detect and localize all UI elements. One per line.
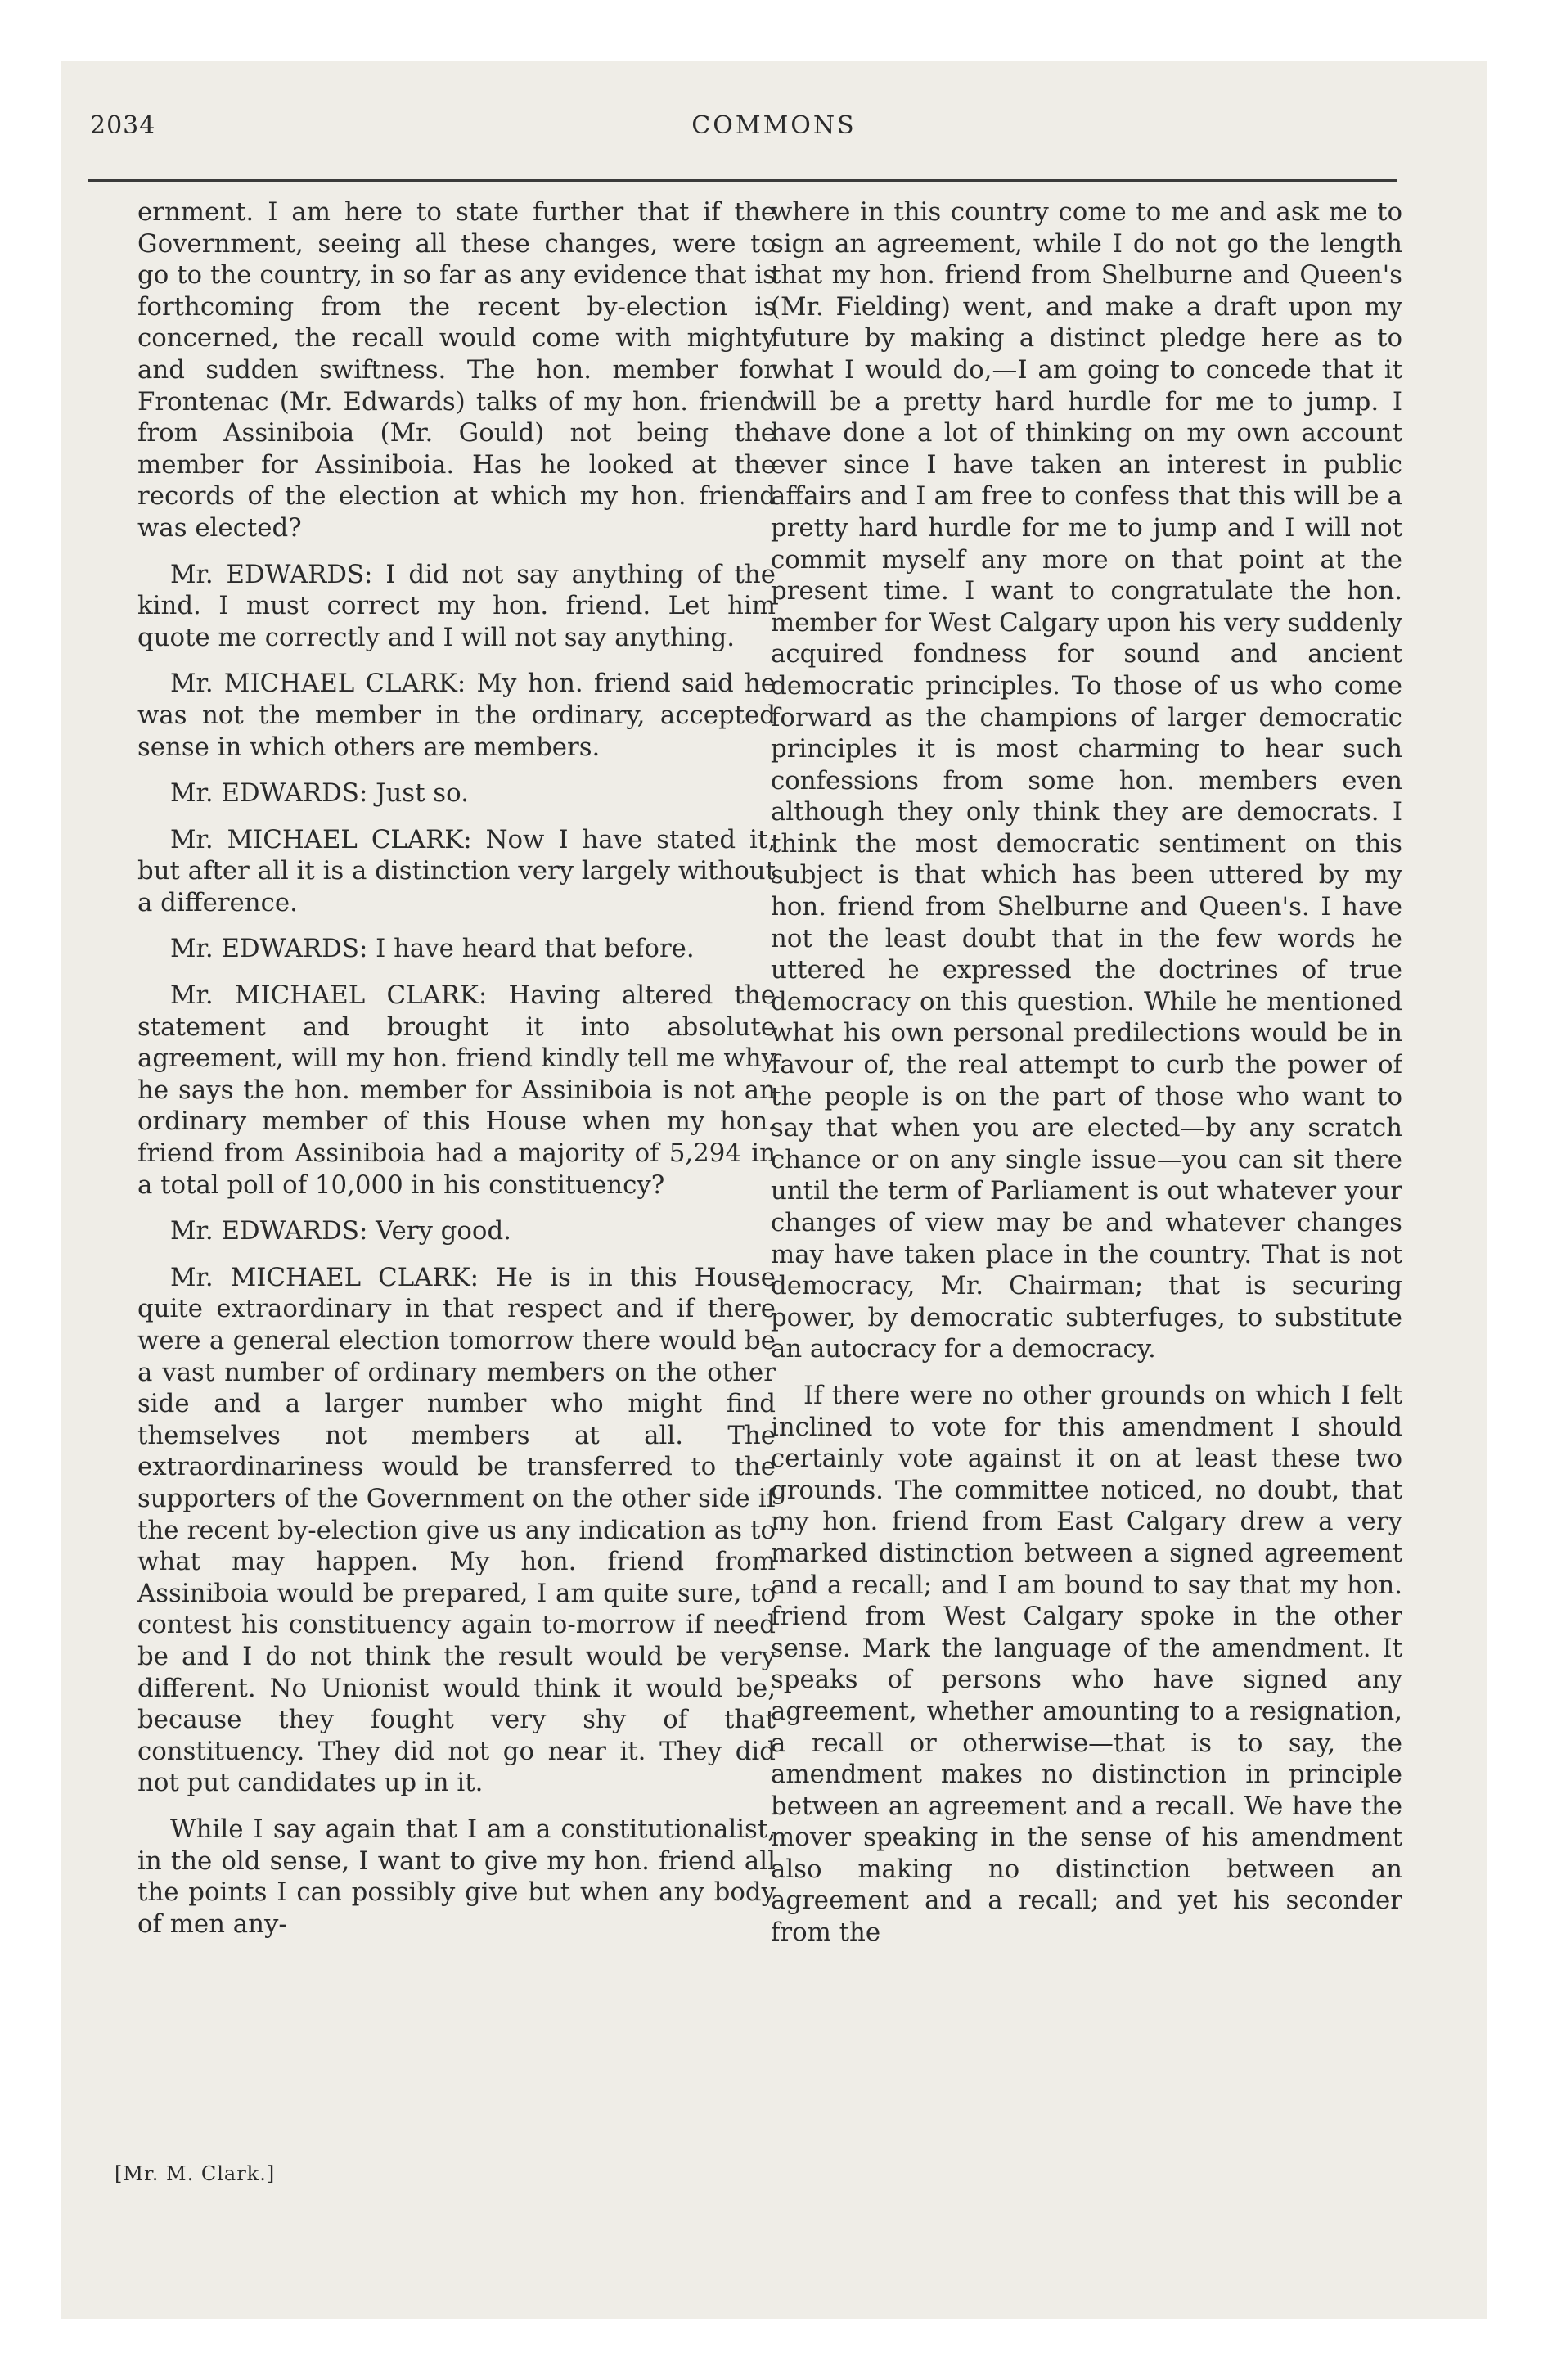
paragraph: While I say again that I am a constitutionalist, in the old sense, I want to give my hon. friend all the points I can possibly give but when any body of men any- [137, 1814, 776, 1939]
right-column [771, 196, 1402, 2177]
paragraph: Mr. EDWARDS: I did not say anything of the kind. I must correct my hon. friend. Let him quote me correctly and I will not say anything. [137, 559, 776, 652]
paragraph: If there were no other grounds on which I felt inclined to vote for this amendment I should certainly vote against it on at least these two grounds. The committee noticed, no doubt, that my hon. friend from East Calgary drew a very marked distinction between a signed agreement and a recall; and I am bound to say that my hon. friend from West Calgary spoke in the other sense. Mark the language of the amendment. It speaks of persons who have signed any agreement, whether amounting to a resignation, a recall or otherwise—that is to say, the amendment makes no distinction in principle between an agreement and a recall. We have the mover speaking in the sense of his amendment also making no distinction between an agreement and a recall; and yet his seconder from the [771, 1380, 1402, 1948]
paragraph: Mr. MICHAEL CLARK: My hon. friend said he was not the member in the ordinary, accepted sense in which others are members. [137, 669, 776, 762]
paragraph: where in this country come to me and ask me to sign an agreement, while I do not go the length that my hon. friend from Shelburne and Queen's (Mr. Fielding) went, and make a draft upon my future by making a distinct pledge here as to what I would do,—I am going to concede that it will be a pretty hard hurdle for me to jump. I have done a lot of thinking on my own account ever since I have taken an interest in public affairs and I am free to confess that this will be a pretty hard hurdle for me to jump and I will not commit myself any more on that point at the present time. I want to congratulate the hon. member for West Calgary upon his very suddenly acquired fondness for sound and ancient democratic principles. To those of us who come forward as the champions of larger democratic principles it is most charming to hear such confessions from some hon. members even although they only think they are democrats. I think the most democratic sentiment on this subject is that which has been uttered by my hon. friend from Shelburne and Queen's. I have not the least doubt that in the few words he uttered he expressed the doctrines of true democracy on this question. While he mentioned what his own personal predilections would be in favour of, the real attempt to curb the power of the people is on the part of those who want to say that when you are elected—by any scratch chance or on any single issue—you can sit there until the term of Parliament is out whatever your changes of view may be and whatever changes may have taken place in the country. That is not democracy, Mr. Chairman; that is securing power, by democratic subterfuges, to substitute an autocracy for a democracy. [771, 197, 1402, 1364]
paragraph: Mr. MICHAEL CLARK: Having altered the statement and brought it into absolute agreement, will my hon. friend kindly tell me why he says the hon. member for Assiniboia is not an ordinary member of this House when my hon. friend from Assiniboia had a majority of 5,294 in a total poll of 10,000 in his constituency? [137, 980, 776, 1200]
paragraph: Mr. MICHAEL CLARK: Now I have stated it, but after all it is a distinction very largely without a difference. [137, 824, 776, 917]
paragraph: Mr. EDWARDS: Just so. [170, 778, 469, 809]
paragraph: Mr. EDWARDS: Very good. [170, 1216, 511, 1246]
left-column [137, 196, 776, 2177]
header-rule [88, 179, 1397, 182]
speaker-footer: [Mr. M. Clark.] [115, 2162, 276, 2185]
paragraph: Mr. EDWARDS: I have heard that before. [170, 934, 695, 964]
page-number: 2034 [90, 111, 156, 140]
paragraph: ernment. I am here to state further that if the Government, seeing all these changes, were to go to the country, in so far as any evidence that is forthcoming from the recent by-election is concerned, the recall would come with mighty and sudden swiftness. The hon. member for Frontenac (Mr. Edwards) talks of my hon. friend from Assiniboia (Mr. Gould) not being the member for Assiniboia. Has he looked at the records of the election at which my hon. friend was elected? [137, 197, 776, 543]
running-head: COMMONS [691, 111, 857, 140]
paragraph: Mr. MICHAEL CLARK: He is in this House quite extraordinary in that respect and if there were a general election tomorrow there would be a vast number of ordinary members on the other side and a larger number who might find themselves not members at all. The extraordinariness would be transferred to the supporters of the Government on the other side if the recent by-election give us any indication as to what may happen. My hon. friend from Assiniboia would be prepared, I am quite sure, to contest his constituency again to-morrow if need be and I do not think the result would be very different. No Unionist would think it would be, because they fought very shy of that constituency. They did not go near it. They did not put candidates up in it. [137, 1262, 776, 1798]
